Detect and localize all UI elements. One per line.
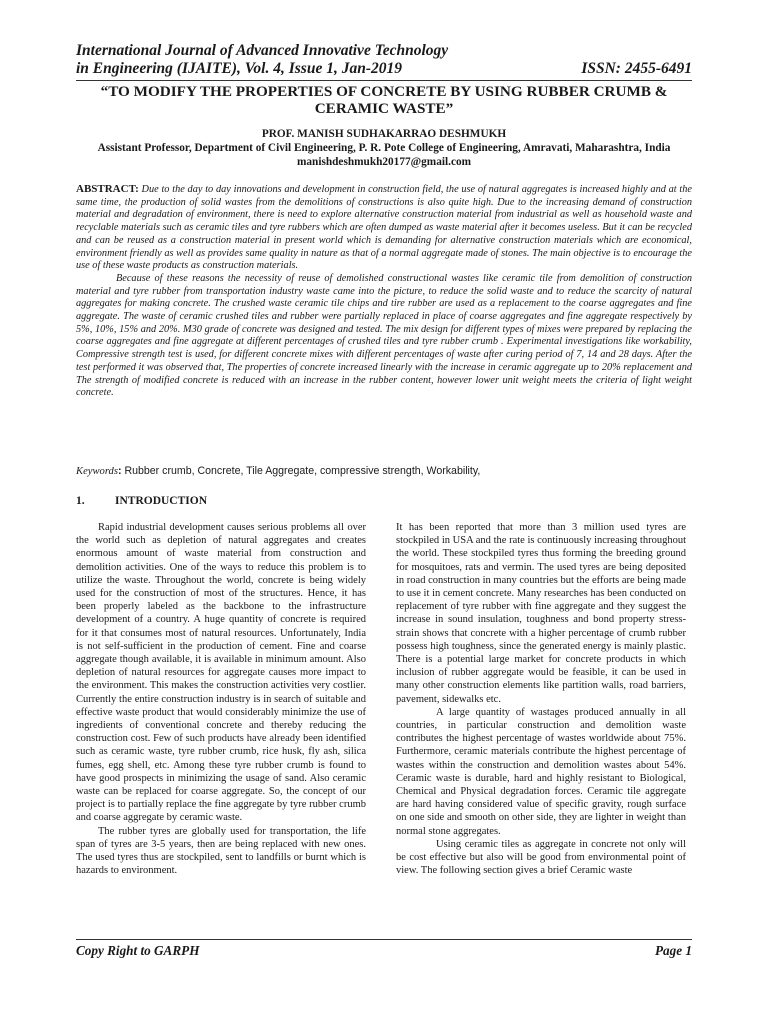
body-paragraph: It has been reported that more than 3 million used tyres are stockpiled in USA and the rate is continuously increasing throughout the world. These stockpiled tyres thus forming the breeding ground for mosquitoes, rats and vermin. The used tyres are being deposited in road construction in many countries but the efforts are being made to use it in cement concrete. Many researches has been conducted on replacement of tyre rubber with fine aggregate and they suggest the increase in sound insulation, toughness and bond property stress-strain shows that concrete with a higher percentage of crumb rubber possess high toughness, since the generated energy is mainly plastic. There is a potential large market for concrete products in which inclusion of rubber aggregate would be feasible, it can be used in many other construction elements like partition walls, road barriers, pavement, sidewalks etc. <box>396 522 686 705</box>
keywords-line: Keywords: Rubber crumb, Concrete, Tile Aggregate, compressive strength, Workability, <box>76 465 481 477</box>
abstract-paragraph-1: Due to the day to day innovations and development in construction field, the use of natural aggregates is increased highly and at the same time, the production of solid wastes from the demolitions of constructions is also quite high. Due to the increasing demand of construction material and degradation of environment, there is need to explore alternative construction material from industrial as well as household waste and recyclable materials such as ceramic tiles and tyre rubbers which are often dumped as waste material after it becomes useless. But it can be recycled and can be reused as a construction material in present world which is demanding for alternative construction materials which are economical, environment friendly as well as provides same quality in nature as that of a normal aggregate made of stones. The main objective is to encourage the use of these waste products as construction materials. <box>76 184 692 272</box>
body-column-left <box>76 521 366 877</box>
keywords-label: Keywords <box>76 466 118 477</box>
footer-divider <box>76 939 692 940</box>
issn-number: ISSN: 2455-6491 <box>581 60 692 77</box>
page-number: Page 1 <box>655 943 692 958</box>
abstract-label: ABSTRACT: <box>76 183 139 195</box>
body-paragraph: Rapid industrial development causes serious problems all over the world such as depletion of natural aggregates and creates enormous amount of waste material from construction and demolition activities. One of the ways to reduce this problem is to utilize the waste. Throughout the world, concrete is being widely used for the construction of most of the structures. Hence, it has been properly labeled as the backbone to the infrastructure development of a country. A huge quantity of concrete is required for it that consumes most of natural resources. Unfortunately, India is not self-sufficient in the production of cement. Fine and coarse aggregate though available, it is available in minimum amount. Also depletion of natural resources for aggregate causes more impact to the environment. This makes the construction activities very costlier. Currently the entire construction industry is in search of suitable and effective waste product that would considerably minimize the use of ingredients of conventional concrete and thereby reducing the construction cost. Few of such products have already been identified such as ceramic waste, tyre rubber crumb, rice husk, fly ash, silica fumes, egg shell, etc. Among these tyre rubber crumb is found to have good prospects in minimizing the usage of sand. Also ceramic waste can be replaced for coarse aggregate. So, the concept of our project is to partially replace the fine aggregate by tyre rubber crumb and coarse aggregate by ceramic waste. <box>76 522 366 824</box>
abstract-block <box>76 183 692 400</box>
body-paragraph: A large quantity of wastages produced annually in all countries, in particular construction and demolition waste contributes the highest percentage of wastes worldwide about 75%. Furthermore, ceramic materials contribute the highest percentage of wastes within the construction and demolition wastes about 54%. Ceramic waste is durable, hard and highly resistant to Biological, Chemical and Physical degradation forces. Ceramic tile aggregate are hard having considered value of specific gravity, rough surface on one side and smooth on other side, they are lighter in weight than normal stone aggregates. <box>396 706 686 837</box>
body-paragraph: Using ceramic tiles as aggregate in concrete not only will be cost effective but also will be good from environmental point of view. The following section gives a brief Ceramic waste <box>396 838 686 877</box>
body-column-right <box>396 521 686 877</box>
section-number: 1. <box>76 495 85 507</box>
paper-title: “TO MODIFY THE PROPERTIES OF CONCRETE BY USING RUBBER CRUMB & CERAMIC WASTE” <box>100 83 668 117</box>
author-email: manishdeshmukh20177@gmail.com <box>296 156 472 168</box>
header-divider <box>76 80 692 81</box>
abstract-paragraph-2: Because of these reasons the necessity of reuse of demolished constructional wastes like ceramic tile from demolition of construction material and tyre rubber from transportation industry waste came into the picture, to reduce the solid waste and to reduce the scarcity of natural aggregates for making concrete. The crushed waste ceramic tile chips and tire rubber are used as a replacement to the coarse aggregates and fine aggregate. The waste of ceramic crushed tiles and rubber were partially replaced in place of coarse aggregates and fine aggregate respectively by 5%, 10%, 15% and 20%. M30 grade of concrete was designed and tested. The mix design for different types of mixes were prepared by replacing the coarse aggregates and fine aggregate at different percentages of crushed tiles and tyre rubber crumb . Experimental investigations like workability, Compressive strength test is used, for different concrete mixes with different percentages of waste after curing period of 7, 14 and 28 days. After the test performed it was observed that, The properties of concrete increased linearly with the increase in ceramic aggregate up to 20% replacement and The strength of modified concrete is reduced with an increase in the rubber content, however lower unit weight meets the criteria of light weight concrete. <box>76 272 692 399</box>
keywords-text: Rubber crumb, Concrete, Tile Aggregate, compressive strength, Workability, <box>124 465 481 477</box>
journal-issue-info: in Engineering (IJAITE), Vol. 4, Issue 1, Jan-2019 <box>76 60 402 77</box>
body-paragraph: The rubber tyres are globally used for transportation, the life span of tyres are 3-5 years, then are being replaced with new ones. The used tyres thus are stockpiled, sent to landfills or burnt which is hazards to environment. <box>76 825 366 877</box>
author-block <box>76 127 692 169</box>
journal-name-line1: International Journal of Advanced Innovative Technology <box>76 42 449 59</box>
page-footer <box>76 943 692 959</box>
author-name: PROF. MANISH SUDHAKARRAO DESHMUKH <box>261 128 507 140</box>
journal-header-line2 <box>76 60 692 78</box>
author-affiliation: Assistant Professor, Department of Civil Engineering, P. R. Pote College of Engineering, Amravati, Maharashtra, India <box>97 142 671 154</box>
copyright-text: Copy Right to GARPH <box>76 943 200 958</box>
section-heading <box>76 494 207 508</box>
section-title: INTRODUCTION <box>115 495 208 507</box>
